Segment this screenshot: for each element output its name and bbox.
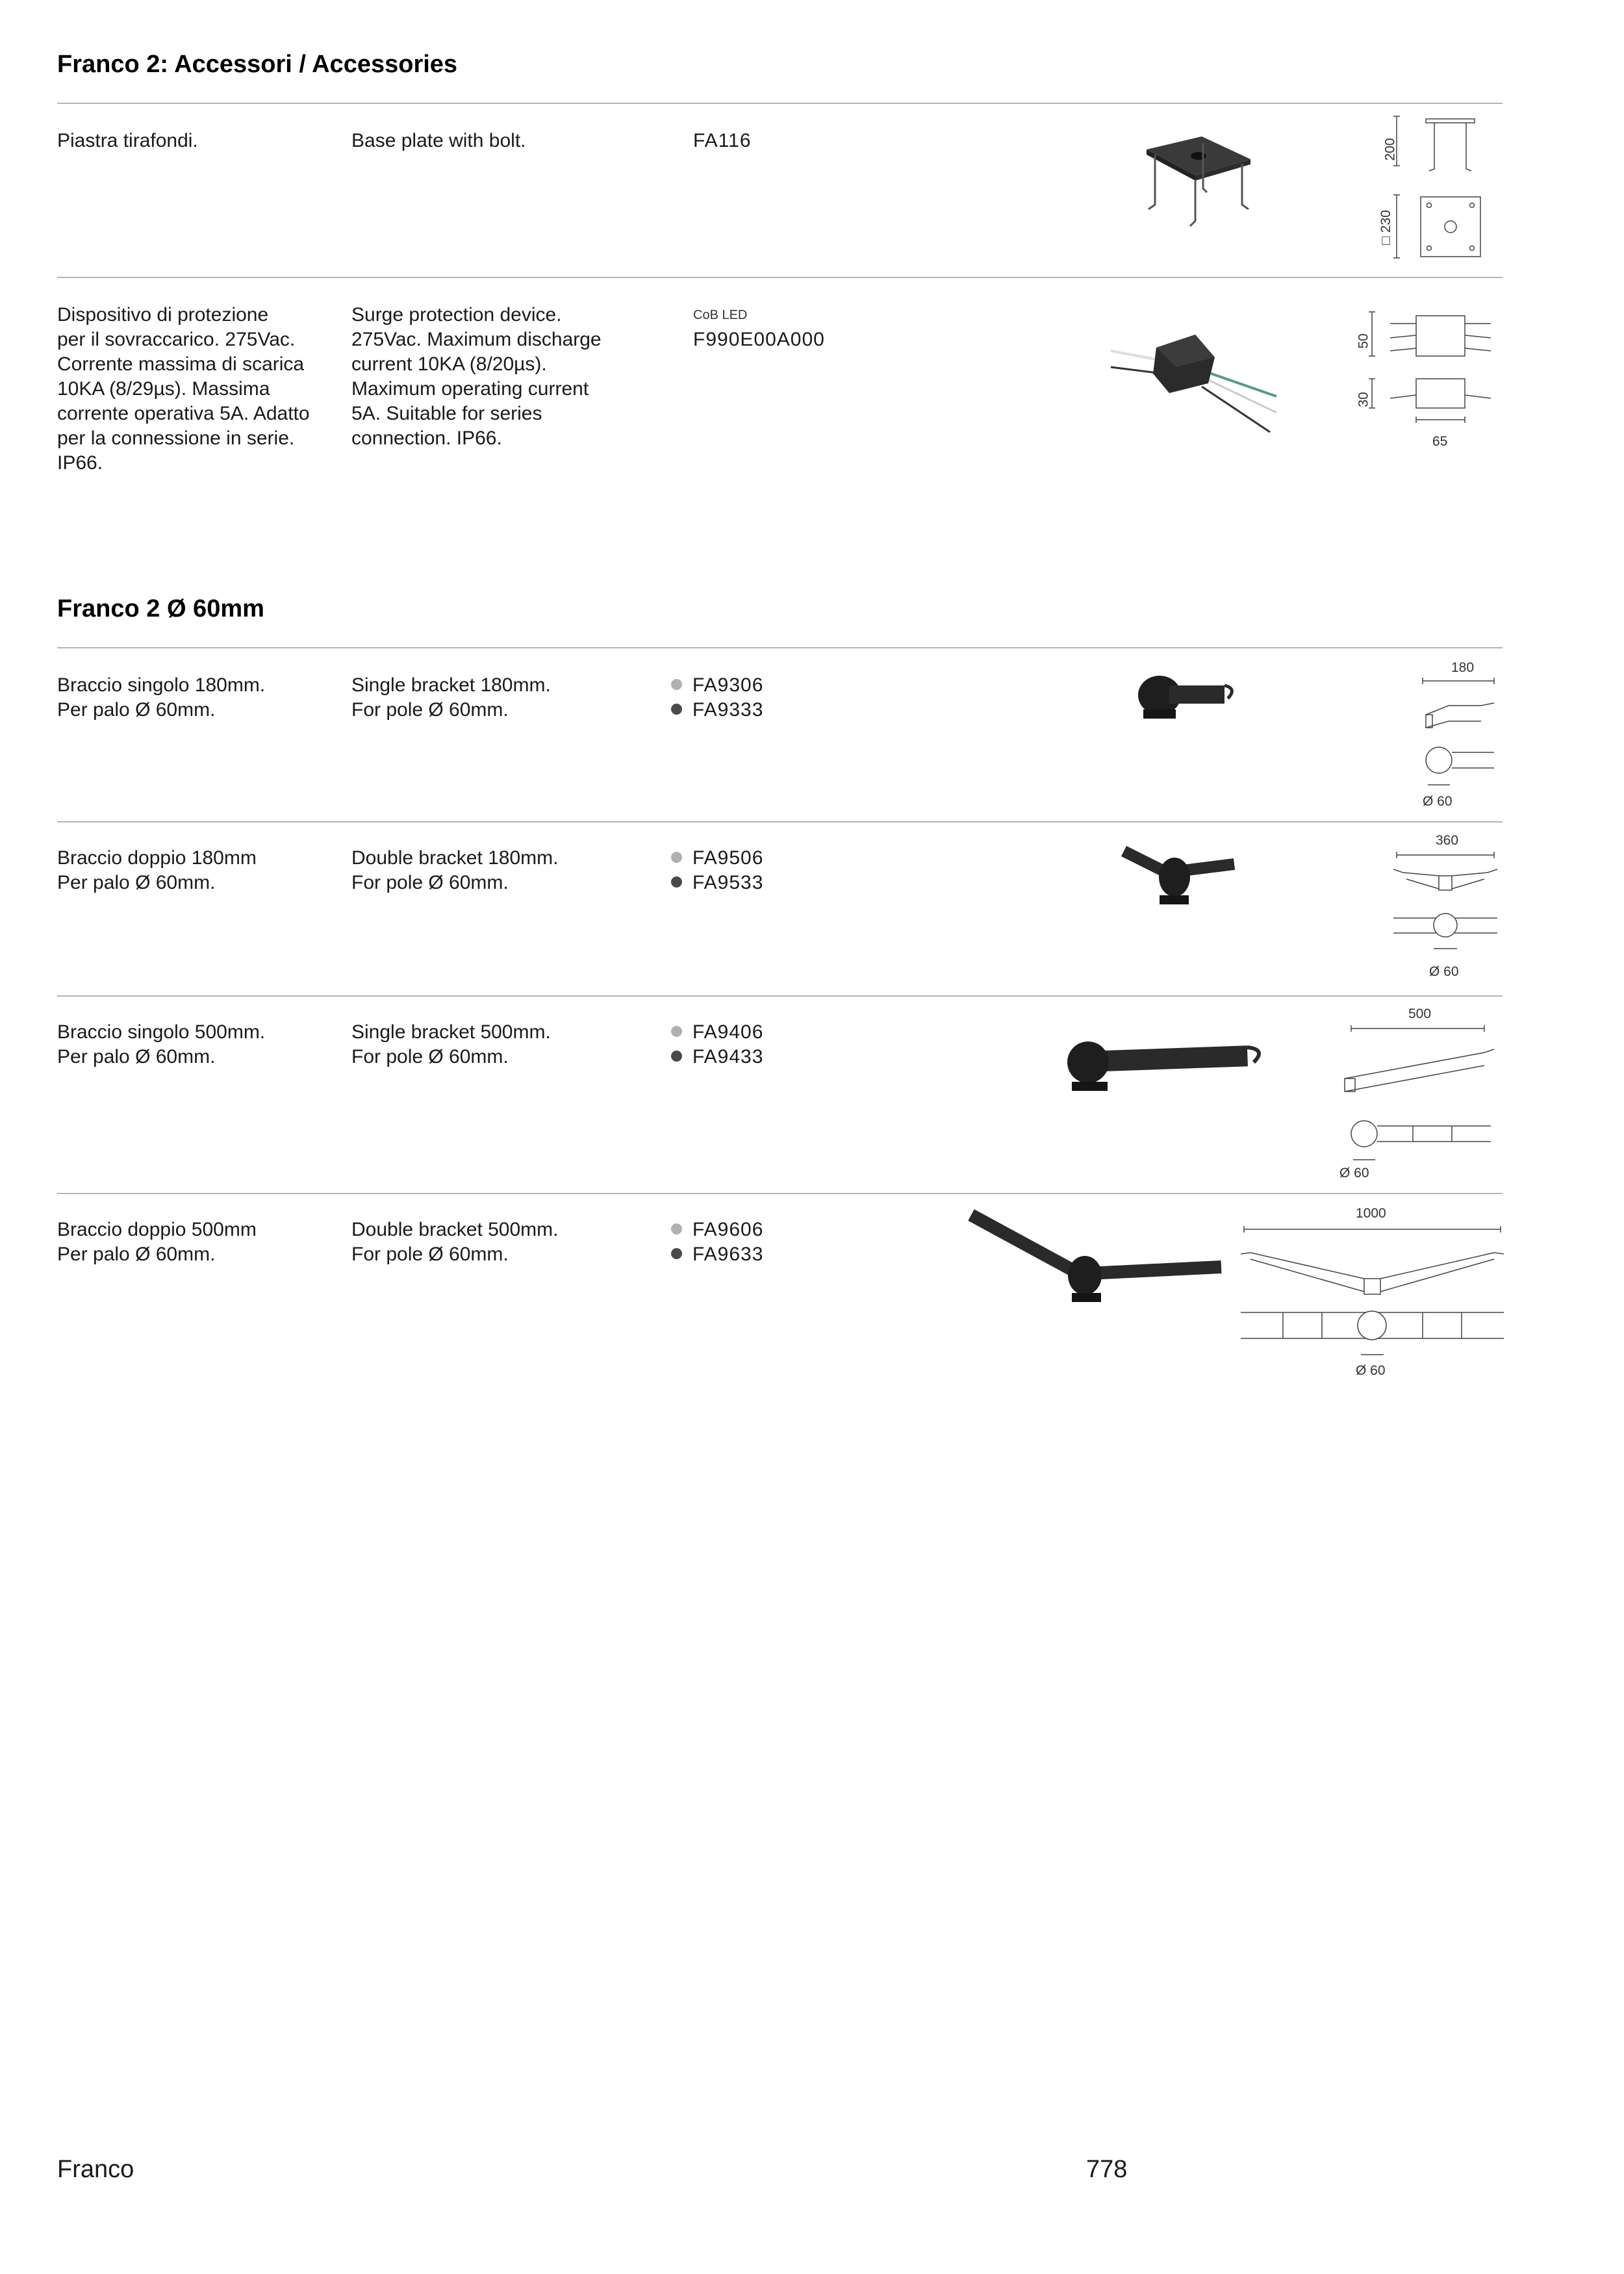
finish-light-grey-dot [671,679,682,690]
finish-dark-grey-dot [671,1051,682,1062]
dimension-pole: Ø 60 [1423,794,1453,809]
product-code: FA9333 [692,699,764,721]
finish-light-grey-dot [671,1026,682,1037]
double-bracket-500-photo [961,1205,1234,1316]
product-label: CoB LED [693,308,748,322]
product-code: FA9433 [692,1046,764,1067]
item-description-en: Surge protection device. 275Vac. Maximum discharge current 10KA (8/20µs). Maximum operating current 5A. Suitable for series connection. IP66. [351,304,602,449]
divider [57,277,1503,278]
dimension-pole: Ø 60 [1356,1363,1386,1378]
code-item [671,846,763,871]
finish-dark-grey-dot [671,876,682,888]
surge-device-photo [1104,312,1280,442]
code-item [671,1020,763,1045]
product-code: FA9606 [692,1219,764,1240]
item-description-en: Single bracket 180mm. For pole Ø 60mm. [351,674,551,721]
item-description-it: Braccio doppio 180mm Per palo Ø 60mm. [57,847,257,893]
dimension-width: 65 [1432,434,1448,449]
single-bracket-500-drawing [1328,1017,1507,1173]
product-code: FA9306 [692,674,764,696]
dimension-square: □ 230 [1378,210,1393,245]
divider [57,1193,1503,1194]
dimension-length: 360 [1436,833,1459,848]
code-item [671,673,763,698]
footer-family-name: Franco [57,2156,134,2183]
base-plate-photo [1130,123,1260,234]
base-plate-drawing [1377,114,1507,270]
code-list [671,846,763,895]
single-bracket-180-drawing [1410,669,1507,812]
single-bracket-500-photo [1059,1033,1273,1105]
dimension-length: 180 [1451,660,1475,675]
item-description-it: Braccio doppio 500mm Per palo Ø 60mm. [57,1219,257,1265]
item-description-en: Base plate with bolt. [351,130,526,151]
finish-light-grey-dot [671,1223,682,1234]
code-item [671,1242,763,1267]
finish-light-grey-dot [671,852,682,863]
divider [57,103,1503,104]
item-description-en: Single bracket 500mm. For pole Ø 60mm. [351,1021,551,1067]
finish-dark-grey-dot [671,704,682,715]
dimension-height: 50 [1356,333,1371,349]
code-item [671,698,763,722]
item-description-it: Piastra tirafondi. [57,130,198,151]
dimension-length: 500 [1408,1006,1432,1021]
dimension-length: 1000 [1356,1206,1386,1221]
item-description-it: Braccio singolo 500mm. Per palo Ø 60mm. [57,1021,266,1067]
item-description-it: Dispositivo di protezione per il sovraccarico. 275Vac. Corrente massima di scarica 10KA (8/29µs). Massima corrente operativa 5A. Adatto per la connessione in serie. IP66. [57,304,310,474]
section-title-accessories: Franco 2: Accessori / Accessories [57,51,458,78]
product-code: FA9406 [692,1021,764,1043]
dimension-pole: Ø 60 [1339,1166,1369,1181]
finish-dark-grey-dot [671,1248,682,1259]
product-code: FA9506 [692,847,764,869]
divider [57,821,1503,823]
code-list [671,1020,763,1069]
section-title-brackets: Franco 2 Ø 60mm [57,595,264,622]
divider [57,647,1503,648]
double-bracket-180-photo [1117,838,1247,923]
item-description-en: Double bracket 180mm. For pole Ø 60mm. [351,847,559,893]
product-code: FA116 [693,130,752,151]
item-description-it: Braccio singolo 180mm. Per palo Ø 60mm. [57,674,266,721]
surge-device-drawing [1351,304,1507,460]
code-list [671,673,763,722]
divider [57,995,1503,997]
product-code: F990E00A000 [693,329,825,350]
code-item [671,871,763,895]
double-bracket-500-drawing [1237,1208,1507,1364]
code-item [671,1045,763,1069]
dimension-height: 30 [1356,392,1371,407]
product-code: FA9633 [692,1244,764,1265]
dimension-height: 200 [1382,138,1398,161]
product-code: FA9533 [692,872,764,893]
page-number: 778 [1086,2156,1128,2183]
single-bracket-180-photo [1130,669,1241,728]
code-item [671,1218,763,1242]
dimension-pole: Ø 60 [1429,964,1459,979]
item-description-en: Double bracket 500mm. For pole Ø 60mm. [351,1219,559,1265]
code-list [671,1218,763,1267]
